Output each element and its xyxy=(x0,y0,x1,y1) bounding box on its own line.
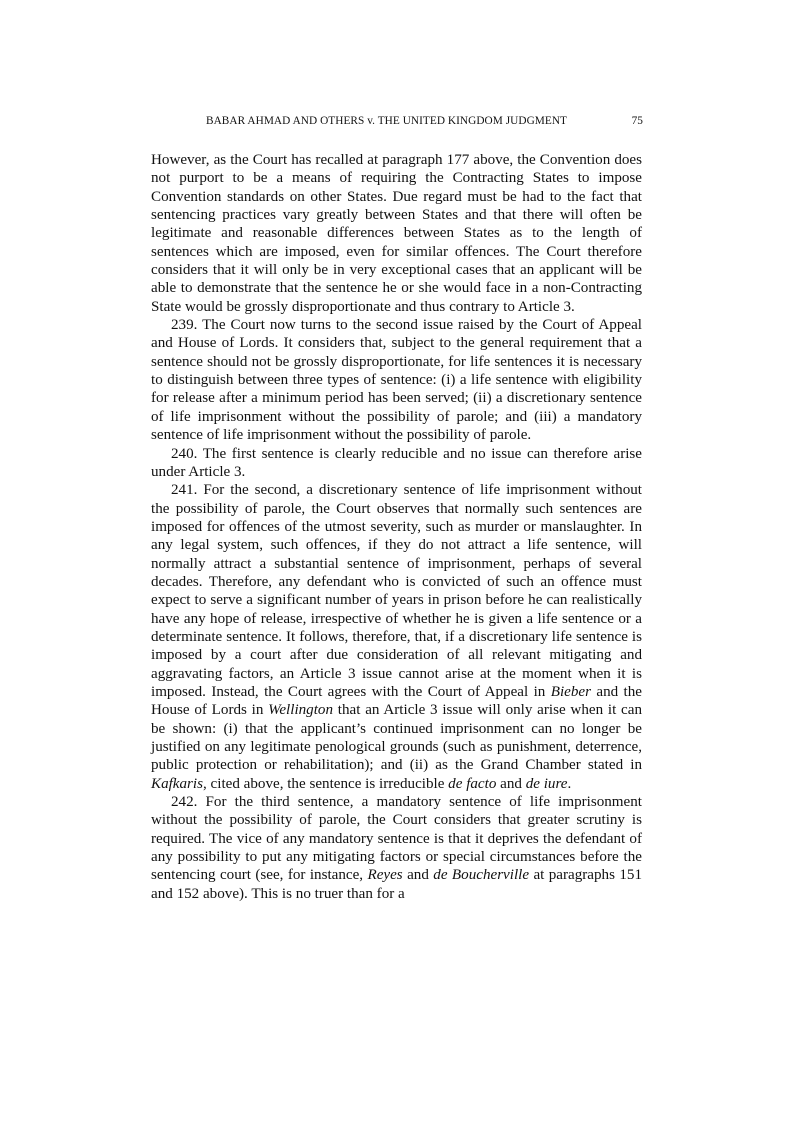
text-run: , cited above, the sentence is irreducible xyxy=(203,775,449,792)
text-run: However, as the Court has recalled at paragraph 177 above, the Convention does not purport to be a means of requiring the Contracting States to impose Convention standards on other States. Due regard must be had to the fact that sentencing practices vary greatly between States and that there will often be legitimate and reasonable differences between States as to the length of sentences which are imposed, even for similar offences. The Court therefore considers that it will only be in very exceptional cases that an applicant will be able to demonstrate that the sentence he or she would face in a non-Contracting State would be grossly disproportionate and thus contrary to Article 3. xyxy=(151,152,642,315)
text-run: and xyxy=(496,775,526,792)
body-text xyxy=(151,151,642,903)
italic-citation: de facto xyxy=(448,775,497,792)
text-run: at paragraphs 151 and 152 above). This is no truer than for a xyxy=(151,867,642,902)
running-title: BABAR AHMAD AND OTHERS v. THE UNITED KINGDOM JUDGMENT xyxy=(206,115,568,127)
text-run: . xyxy=(567,775,572,792)
page-header xyxy=(206,113,643,129)
paragraph-241 xyxy=(151,481,642,793)
italic-citation: de iure xyxy=(525,775,568,792)
italic-citation: Wellington xyxy=(268,702,334,719)
italic-citation: Reyes xyxy=(367,867,403,884)
paragraph-continuation xyxy=(151,151,642,316)
text-run: and the House of Lords in xyxy=(151,683,642,719)
italic-citation: de Boucherville xyxy=(433,867,530,884)
page-number: 75 xyxy=(631,115,643,127)
text-run: 240. The first sentence is clearly reducible and no issue can therefore arise under Article 3. xyxy=(151,445,642,480)
text-run: that an Article 3 issue will only arise when it can be shown: (i) that the applicant’s continued imprisonment can no longer be justified on any legitimate penological grounds (such as punishment, deterrence, public protection or rehabilitation); and (ii) as the Grand Chamber stated in xyxy=(151,702,642,774)
italic-citation: Bieber xyxy=(550,683,591,700)
paragraph-239 xyxy=(151,316,642,444)
text-run: 241. For the second, a discretionary sentence of life imprisonment without the possibility of parole, the Court observes that normally such sentences are imposed for offences of the utmost severity, such as murder or manslaughter. In any legal system, such offences, if they do not attract a life sentence, will normally attract a substantial sentence of imprisonment, perhaps of several decades. Therefore, any defendant who is convicted of such an offence must expect to serve a significant number of years in prison before he can realistically have any hope of release, irrespective of whether he is given a life sentence or a determinate sentence. It follows, therefore, that, if a discretionary life sentence is imposed by a court after due consideration of all relevant mitigating and aggravating factors, an Article 3 issue cannot arise at the moment when it is imposed. Instead, the Court agrees with the Court of Appeal in xyxy=(151,482,642,700)
italic-citation: Kafkaris xyxy=(151,775,203,792)
paragraph-242 xyxy=(151,793,642,903)
text-run: and xyxy=(402,867,434,884)
text-run: 242. For the third sentence, a mandatory sentence of life imprisonment without the possibility of parole, the Court considers that greater scrutiny is required. The vice of any mandatory sentence is that it deprives the defendant of any possibility to put any mitigating factors or special circumstances before the sentencing court (see, for instance, xyxy=(151,794,642,884)
text-run: 239. The Court now turns to the second issue raised by the Court of Appeal and House of Lords. It considers that, subject to the general requirement that a sentence should not be grossly disproportionate, for life sentences it is necessary to distinguish between three types of sentence: (i) a life sentence with eligibility for release after a minimum period has been served; (ii) a discretionary sentence of life imprisonment without the possibility of parole; and (iii) a mandatory sentence of life imprisonment without the possibility of parole. xyxy=(151,317,642,444)
paragraph-240 xyxy=(151,445,642,482)
